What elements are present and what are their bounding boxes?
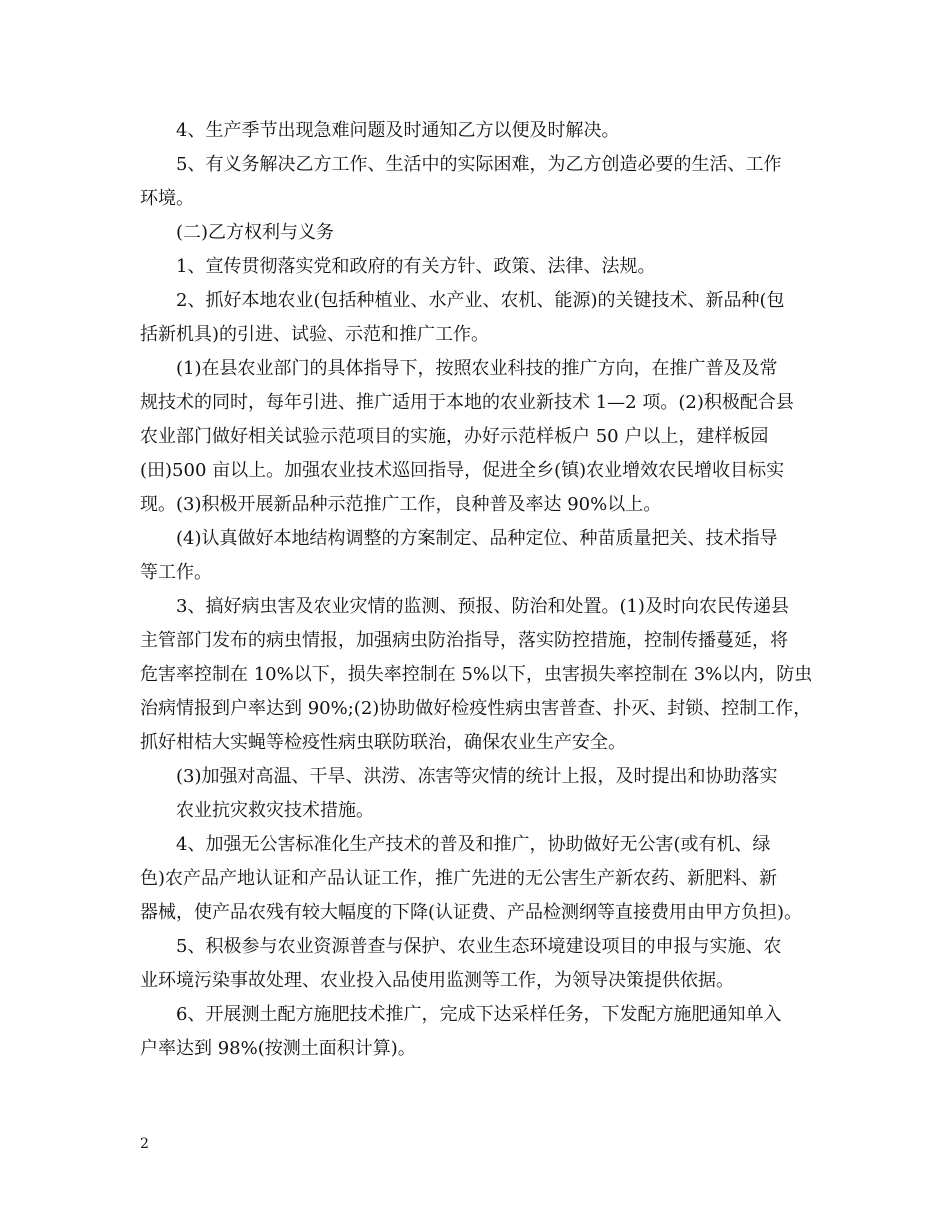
- text-line: 色)农产品产地认证和产品认证工作，推广先进的无公害生产新农药、新肥料、新: [140, 868, 778, 889]
- text-line: 2、抓好本地农业(包括种植业、水产业、农机、能源)的关键技术、新品种(包: [176, 290, 785, 311]
- text-line: 主管部门发布的病虫情报，加强病虫防治指导，落实防控措施，控制传播蔓延，将: [140, 630, 788, 651]
- text-line: 4、加强无公害标准化生产技术的普及和推广，协助做好无公害(或有机、绿: [176, 834, 771, 855]
- text-line: 环境。: [140, 188, 194, 209]
- page-number: 2: [140, 1136, 149, 1152]
- section-heading: (二)乙方权利与义务: [176, 222, 335, 243]
- text-line: 等工作。: [140, 562, 212, 583]
- text-line: 农业部门做好相关试验示范项目的实施，办好示范样板户 50 户以上，建样板园: [140, 426, 769, 447]
- text-line: 5、积极参与农业资源普查与保护、农业生态环境建设项目的申报与实施、农: [176, 936, 782, 957]
- text-line: 6、开展测土配方施肥技术推广，完成下达采样任务，下发配方施肥通知单入: [176, 1004, 782, 1025]
- text-line: (3)加强对高温、干旱、洪涝、冻害等灾情的统计上报，及时提出和协助落实: [176, 766, 778, 787]
- text-line: (1)在县农业部门的具体指导下，按照农业科技的推广方向，在推广普及及常: [176, 358, 778, 379]
- text-line: 器械，使产品农残有较大幅度的下降(认证费、产品检测纲等直接费用由甲方负担)。: [140, 902, 803, 923]
- text-line: 抓好柑桔大实蝇等检疫性病虫联防联治，确保农业生产安全。: [140, 732, 626, 753]
- text-line: 农业抗灾救灾技术措施。: [176, 800, 374, 821]
- text-line: 危害率控制在 10%以下，损失率控制在 5%以下，虫害损失率控制在 3%以内，防虫: [140, 664, 813, 685]
- text-line: 括新机具)的引进、试验、示范和推广工作。: [140, 324, 490, 345]
- text-line: 治病情报到户率达到 90%;(2)协助做好检疫性病虫害普查、扑灭、封锁、控制工作，: [140, 698, 812, 719]
- text-line: 5、有义务解决乙方工作、生活中的实际困难，为乙方创造必要的生活、工作: [176, 154, 782, 175]
- text-line: 4、生产季节出现急难问题及时通知乙方以便及时解决。: [176, 120, 620, 141]
- text-line: 业环境污染事故处理、农业投入品使用监测等工作，为领导决策提供依据。: [140, 970, 734, 991]
- text-line: (田)500 亩以上。加强农业技术巡回指导，促进全乡(镇)农业增效农民增收目标实: [140, 460, 785, 481]
- text-line: 1、宣传贯彻落实党和政府的有关方针、政策、法律、法规。: [176, 256, 656, 277]
- text-line: (4)认真做好本地结构调整的方案制定、品种定位、种苗质量把关、技术指导: [176, 528, 778, 549]
- text-line: 规技术的同时，每年引进、推广适用于本地的农业新技术 1—2 项。(2)积极配合县: [140, 392, 794, 413]
- text-line: 3、搞好病虫害及农业灾情的监测、预报、防治和处置。(1)及时向农民传递县: [176, 596, 789, 617]
- text-line: 户率达到 98%(按测土面积计算)。: [140, 1038, 416, 1059]
- text-line: 现。(3)积极开展新品种示范推广工作，良种普及率达 90%以上。: [140, 494, 662, 515]
